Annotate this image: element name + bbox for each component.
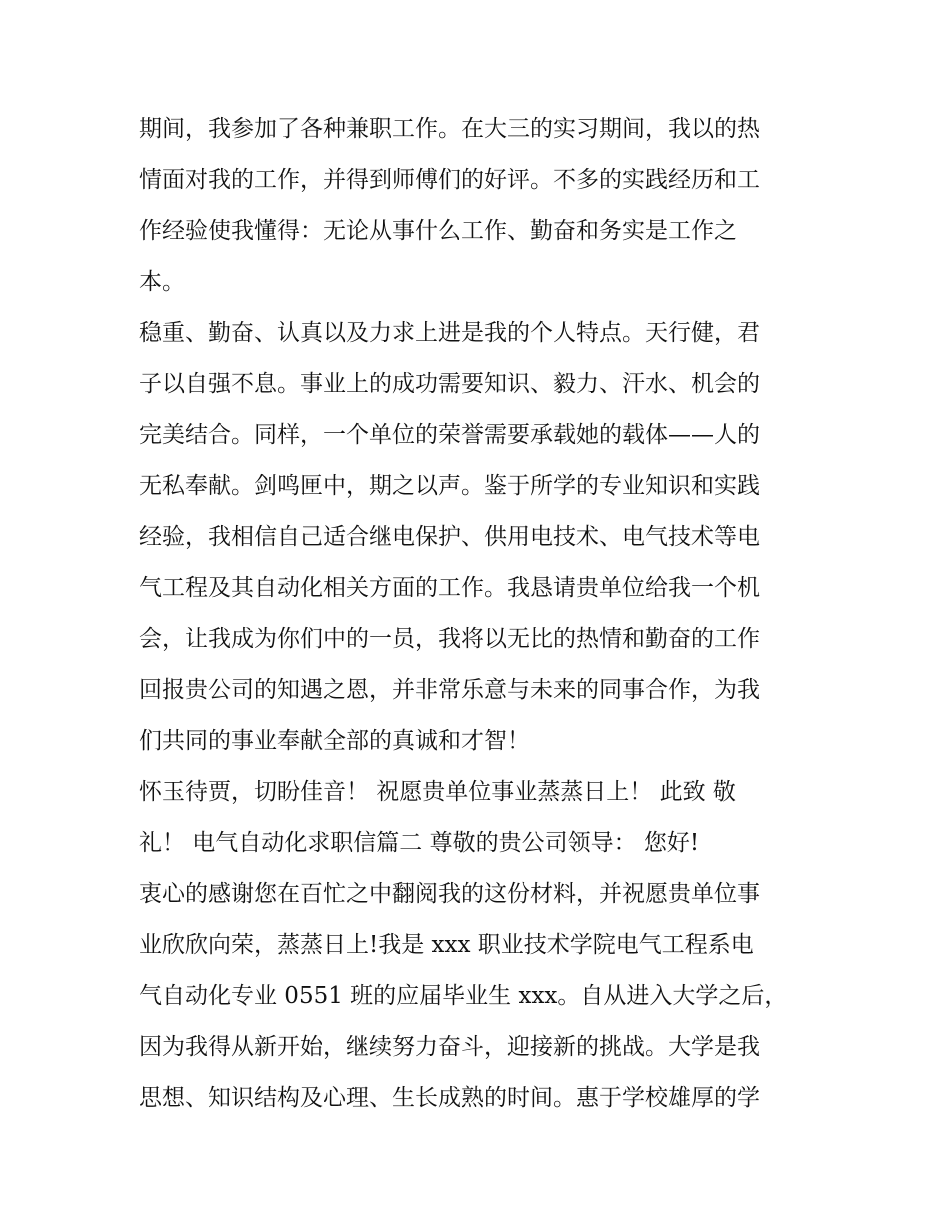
text-line: 气工程及其自动化相关方面的工作。我恳请贵单位给我一个机 (139, 575, 760, 601)
text-line: 们共同的事业奉献全部的真诚和才智！ (139, 728, 530, 754)
text-line: 怀玉待贾，切盼佳音！ 祝愿贵单位事业蒸蒸日上！ 此致 敬 (139, 779, 736, 805)
text-line: 稳重、勤奋、认真以及力求上进是我的个人特点。天行健，君 (139, 320, 760, 346)
text-line: 思想、知识结构及心理、生长成熟的时间。惠于学校雄厚的学 (139, 1085, 760, 1111)
text-line: 气自动化专业 0551 班的应届毕业生 xxx。自从进入大学之后， (139, 983, 788, 1009)
text-line: 完美结合。同样，一个单位的荣誉需要承载她的载体——人的 (139, 422, 760, 448)
text-line: 作经验使我懂得：无论从事什么工作、勤奋和务实是工作之 (139, 218, 737, 244)
text-line: 礼！ 电气自动化求职信篇二 尊敬的贵公司领导： 您好! (139, 830, 700, 856)
text-line: 衷心的感谢您在百忙之中翻阅我的这份材料，并祝愿贵单位事 (139, 881, 760, 907)
text-line: 因为我得从新开始，继续努力奋斗，迎接新的挑战。大学是我 (139, 1034, 760, 1060)
text-line: 子以自强不息。事业上的成功需要知识、毅力、汗水、机会的 (139, 371, 760, 397)
text-line: 业欣欣向荣，蒸蒸日上!我是 xxx 职业技术学院电气工程系电 (139, 932, 754, 958)
text-line: 情面对我的工作，并得到师傅们的好评。不多的实践经历和工 (139, 167, 760, 193)
text-line: 会，让我成为你们中的一员，我将以无比的热情和勤奋的工作 (139, 626, 760, 652)
text-line: 经验，我相信自己适合继电保护、供用电技术、电气技术等电 (139, 524, 760, 550)
text-line: 期间，我参加了各种兼职工作。在大三的实习期间，我以的热 (139, 116, 760, 142)
document-body (139, 104, 819, 1124)
text-line: 回报贵公司的知遇之恩，并非常乐意与未来的同事合作，为我 (139, 677, 760, 703)
text-line: 无私奉献。剑鸣匣中，期之以声。鉴于所学的专业知识和实践 (139, 473, 760, 499)
text-line: 本。 (139, 269, 185, 295)
